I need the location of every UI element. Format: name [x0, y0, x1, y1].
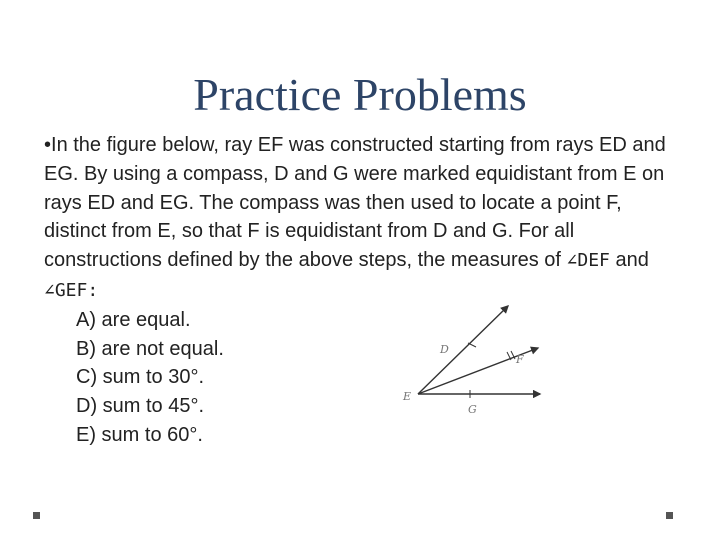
label-d: D: [440, 343, 449, 356]
choice-b: B) are not equal.: [76, 337, 224, 360]
choice-c: C) sum to 30°.: [76, 366, 205, 389]
bullet-icon: •: [44, 134, 52, 156]
corner-mark-right: [666, 512, 673, 519]
label-e: E: [403, 390, 412, 403]
problem-text: [44, 131, 684, 450]
paragraph-part: In the figure below, ray EF was constructed starting from rays ED and EG. By using a compass, D and G were marked equidistant from E on rays ED and EG. The compass was then used to locate a point F, distinct from E, so that F is equidistant from D and G. For all constructions defined by the above steps, the measures of: [44, 134, 666, 272]
choice-a: A) are equal.: [76, 308, 191, 331]
angle-figure: [398, 300, 548, 420]
corner-mark-left: [33, 512, 40, 519]
slide-title: Practice Problems: [193, 69, 527, 120]
answer-choices: [44, 306, 684, 450]
problem-paragraph: [44, 131, 684, 306]
ray-ed: [418, 306, 508, 394]
label-f: F: [516, 353, 524, 366]
angle-gef: ∠GEF: [44, 279, 88, 301]
paragraph-colon: :: [87, 279, 99, 301]
choice-d: D) sum to 45°.: [76, 395, 205, 418]
label-g: G: [468, 403, 477, 416]
paragraph-part: and: [609, 249, 649, 272]
tick-d: [468, 343, 476, 347]
angle-def: ∠DEF: [566, 250, 610, 272]
choice-e: E) sum to 60°.: [76, 423, 203, 446]
